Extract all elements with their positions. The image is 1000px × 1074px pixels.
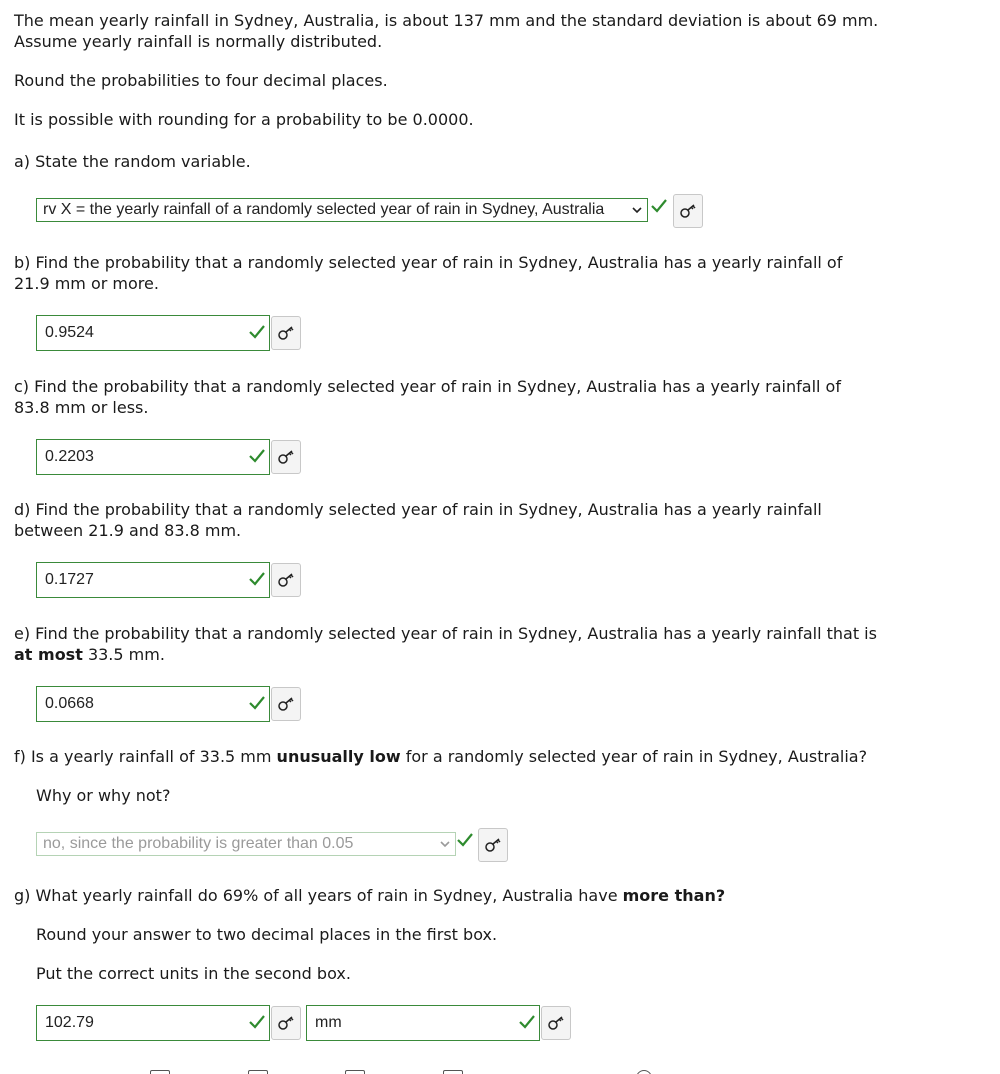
key-button-g-value[interactable] [271, 1006, 301, 1040]
random-variable-value: rv X = the yearly rainfall of a randomly selected year of rain in Sydney, Australia [43, 201, 605, 218]
check-icon [249, 324, 265, 340]
answer-b-value: 0.9524 [45, 324, 94, 341]
answer-g-units-input[interactable] [306, 1005, 540, 1041]
key-button-b[interactable] [271, 316, 301, 350]
question-a: a) State the random variable. [14, 152, 251, 171]
question-b-line-2: 21.9 mm or more. [14, 274, 159, 293]
question-f [14, 746, 944, 767]
key-icon [277, 325, 295, 341]
checkbox[interactable] [248, 1070, 268, 1074]
question-d-line-1: d) Find the probability that a randomly selected year of rain in Sydney, Australia has a yearly rainfall [14, 500, 822, 519]
answer-g-value: 102.79 [45, 1014, 94, 1031]
question-b-line-1: b) Find the probability that a randomly selected year of rain in Sydney, Australia has a yearly rainfall of [14, 253, 843, 272]
checkbox[interactable] [345, 1070, 365, 1074]
answer-g-value-input[interactable] [36, 1005, 270, 1041]
answer-d-input[interactable] [36, 562, 270, 598]
question-f-post: for a randomly selected year of rain in Sydney, Australia? [400, 747, 868, 766]
check-icon [249, 448, 265, 464]
key-button-e[interactable] [271, 687, 301, 721]
checkbox[interactable] [443, 1070, 463, 1074]
question-e-rest: 33.5 mm. [82, 645, 165, 664]
check-icon [650, 198, 668, 214]
key-button-d[interactable] [271, 563, 301, 597]
key-icon [277, 696, 295, 712]
question-g-pre: g) What yearly rainfall do 69% of all years of rain in Sydney, Australia have [14, 886, 623, 905]
round-two-decimals: Round your answer to two decimal places in the first box. [36, 925, 498, 944]
cut-off-bottom-row [0, 1066, 1000, 1074]
key-icon [547, 1015, 565, 1031]
intro-line-1: The mean yearly rainfall in Sydney, Australia, is about 137 mm and the standard deviation is about 69 mm. [14, 11, 879, 30]
key-button-f[interactable] [478, 828, 508, 862]
unusually-low-emphasis: unusually low [276, 747, 401, 766]
checkbox[interactable] [150, 1070, 170, 1074]
intro-line-2: Assume yearly rainfall is normally distributed. [14, 32, 383, 51]
chevron-down-icon [440, 840, 450, 848]
answer-b-input[interactable] [36, 315, 270, 351]
rounding-note: It is possible with rounding for a probability to be 0.0000. [14, 110, 474, 129]
radio-button[interactable] [636, 1070, 652, 1074]
key-button-c[interactable] [271, 440, 301, 474]
why-prompt: Why or why not? [36, 786, 171, 805]
answer-c-value: 0.2203 [45, 448, 94, 465]
answer-e-input[interactable] [36, 686, 270, 722]
check-icon [519, 1014, 535, 1030]
answer-e-value: 0.0668 [45, 695, 94, 712]
check-icon [249, 695, 265, 711]
question-c-line-2: 83.8 mm or less. [14, 398, 149, 417]
key-icon [277, 1015, 295, 1031]
answer-c-input[interactable] [36, 439, 270, 475]
unusual-reason-value: no, since the probability is greater than 0.05 [43, 835, 354, 852]
key-button-a[interactable] [673, 194, 703, 228]
question-f-pre: f) Is a yearly rainfall of 33.5 mm [14, 747, 277, 766]
key-icon [484, 837, 502, 853]
more-than-emphasis: more than? [622, 886, 726, 905]
units-instruction: Put the correct units in the second box. [36, 964, 351, 983]
question-c-line-1: c) Find the probability that a randomly selected year of rain in Sydney, Australia has a yearly rainfall of [14, 377, 841, 396]
chevron-down-icon [632, 206, 642, 214]
check-icon [249, 1014, 265, 1030]
check-icon [456, 832, 474, 848]
check-icon [249, 571, 265, 587]
question-e-line-2 [14, 644, 904, 665]
unusual-reason-select[interactable] [36, 832, 456, 856]
random-variable-select[interactable] [36, 198, 648, 222]
key-icon [277, 449, 295, 465]
key-icon [277, 572, 295, 588]
answer-d-value: 0.1727 [45, 571, 94, 588]
round-instruction: Round the probabilities to four decimal places. [14, 71, 388, 90]
key-button-g-units[interactable] [541, 1006, 571, 1040]
question-e-line-1: e) Find the probability that a randomly selected year of rain in Sydney, Australia has a yearly rainfall that is [14, 624, 877, 643]
key-icon [679, 203, 697, 219]
at-most-emphasis: at most [14, 645, 83, 664]
question-g [14, 885, 944, 906]
question-d-line-2: between 21.9 and 83.8 mm. [14, 521, 242, 540]
answer-g-units: mm [315, 1014, 342, 1031]
